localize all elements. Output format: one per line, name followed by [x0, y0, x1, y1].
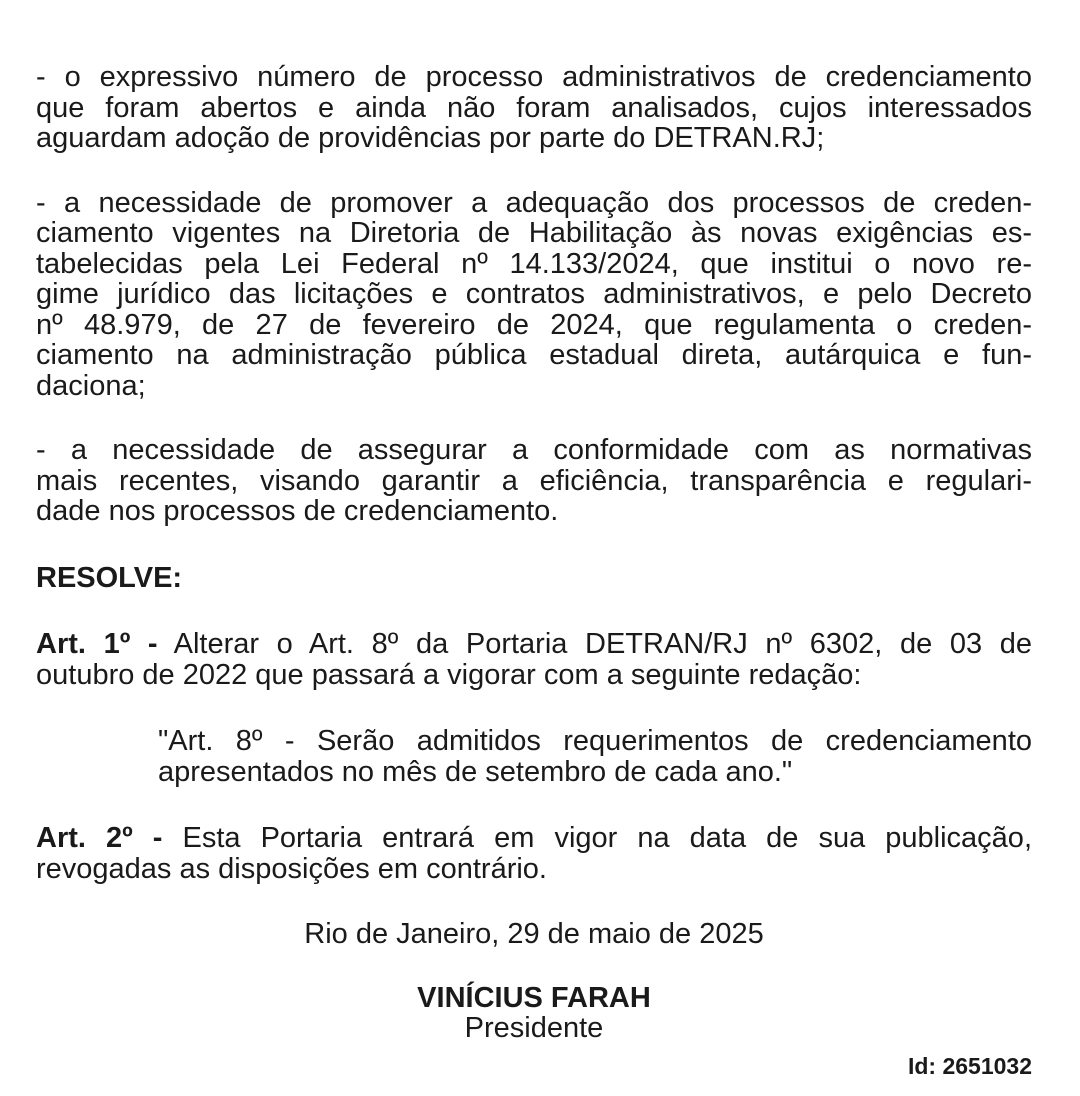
article-1-quote-line-1: "Art. 8º - Serão admitidos requerimentos de credenciamento — [158, 725, 1032, 757]
article-1-line-1-text: Alterar o Art. 8º da Portaria DETRAN/RJ nº 6302, de 03 de — [157, 628, 1032, 660]
considerando-2-line-6: ciamento na administração pública estadual direta, autárquica e fun- — [36, 339, 1032, 371]
considerando-2-line-5: nº 48.979, de 27 de fevereiro de 2024, que regulamenta o creden- — [36, 308, 1032, 341]
signature-name: VINÍCIUS FARAH — [417, 981, 651, 1014]
considerando-3-line-2: mais recentes, visando garantir a eficiência, transparência e regulari- — [36, 464, 1032, 497]
considerando-2-line-7: daciona; — [36, 369, 146, 402]
considerando-1-line-3: aguardam adoção de providências por parte do DETRAN.RJ; — [36, 122, 825, 154]
date-place: Rio de Janeiro, 29 de maio de 2025 — [304, 918, 764, 950]
signature-role: Presidente — [464, 1011, 604, 1044]
article-1-line-2: outubro de 2022 que passará a vigorar com a seguinte redação: — [36, 658, 862, 691]
considerando-1 — [36, 62, 1032, 154]
considerando-3 — [36, 435, 1032, 527]
article-2-line-1-text: Esta Portaria entrará em vigor na data de sua publicação, — [162, 822, 1032, 854]
considerando-3-line-3: dade nos processos de credenciamento. — [36, 495, 559, 527]
article-2 — [36, 823, 1032, 884]
considerando-2-line-4: gime jurídico das licitações e contratos administrativos, e pelo Decreto — [36, 278, 1032, 310]
article-2-line-1 — [36, 823, 1032, 854]
considerando-1-line-1: - o expressivo número de processo administrativos de credenciamento — [36, 61, 1032, 93]
resolve-heading: RESOLVE: — [36, 561, 183, 594]
considerando-2-line-3: tabelecidas pela Lei Federal nº 14.133/2024, que institui o novo re- — [36, 247, 1032, 280]
document-body — [36, 62, 1032, 1043]
article-1-label: Art. 1º - — [36, 628, 158, 660]
considerando-1-line-2: que foram abertos e ainda não foram analisados, cujos interessados — [36, 91, 1032, 124]
article-1-line-1 — [36, 629, 1032, 660]
article-1 — [36, 629, 1032, 690]
considerando-2 — [36, 188, 1032, 402]
considerando-2-line-1: - a necessidade de promover a adequação dos processos de creden- — [36, 186, 1032, 219]
considerando-3-line-1: - a necessidade de assegurar a conformidade com as normativas — [36, 434, 1032, 466]
considerando-2-line-2: ciamento vigentes na Diretoria de Habilitação às novas exigências es- — [36, 217, 1032, 249]
article-1-quote — [36, 726, 1032, 787]
document-id: Id: 2651032 — [907, 1053, 1032, 1079]
article-2-label: Art. 2º - — [36, 822, 163, 854]
article-1-quote-line-2: apresentados no mês de setembro de cada ano." — [158, 755, 793, 788]
article-2-line-2: revogadas as disposições em contrário. — [36, 852, 547, 885]
